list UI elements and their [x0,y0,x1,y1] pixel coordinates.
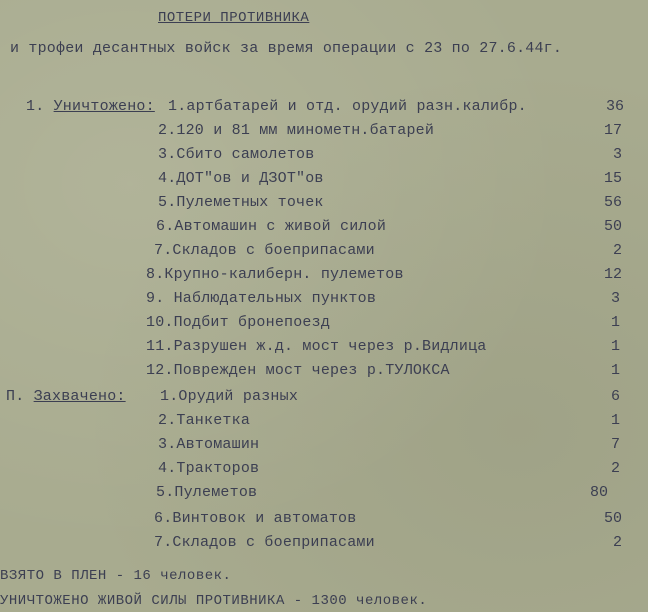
item-text: 1.Орудий разных [160,388,299,405]
item-text: 7.Складов с боеприпасами [154,242,375,259]
item-value: 2 [612,242,622,259]
item-text: 6.Автомашин с живой силой [156,218,387,235]
item-text: 5.Пулеметов [156,484,258,501]
section2-number: П. [6,388,25,405]
item-value: 1 [610,362,620,379]
item-text: 6.Винтовок и автоматов [154,510,357,527]
footer-captured: ВЗЯТО В ПЛЕН - 16 человек. [0,568,232,584]
item-value: 1 [610,338,620,355]
item-text: 1.артбатарей и отд. орудий разн.калибр. [168,98,527,115]
item-value: 50 [603,218,622,235]
item-text: 10.Подбит бронепоезд [146,314,331,331]
section2-header [6,388,126,405]
item-text: 7.Складов с боеприпасами [154,534,375,551]
section1-header [26,98,155,115]
document-title: ПОТЕРИ ПРОТИВНИКА [158,10,310,26]
item-value: 2 [612,534,622,551]
item-value: 3 [612,146,622,163]
item-value: 12 [603,266,622,283]
item-text: 2.Танкетка [158,412,251,429]
item-text: 8.Крупно-калиберн. пулеметов [146,266,404,283]
item-value: 1 [610,412,620,429]
item-text: 4.Тракторов [158,460,260,477]
item-text: 9. Наблюдательных пунктов [146,290,377,307]
item-text: 5.Пулеметных точек [158,194,324,211]
section2-label: Захвачено: [33,388,126,405]
item-text: 3.Автомашин [158,436,260,453]
item-value: 50 [603,510,622,527]
item-text: 12.Поврежден мост через р.ТУЛОКСА [146,362,450,379]
item-text: 3.Сбито самолетов [158,146,315,163]
item-text: 2.120 и 81 мм минометн.батарей [158,122,435,139]
document-subtitle: и трофеи десантных войск за время операции с 23 по 27.6.44г. [10,40,563,57]
item-value: 2 [610,460,620,477]
item-value: 6 [610,388,620,405]
item-text: 4.ДОТ"ов и ДЗОТ"ов [158,170,324,187]
item-value: 15 [603,170,622,187]
item-value: 7 [610,436,620,453]
item-value: 1 [610,314,620,331]
item-value: 56 [603,194,622,211]
section1-number: 1. [26,98,45,115]
item-text: 11.Разрушен ж.д. мост через р.Видлица [146,338,487,355]
section1-label: Уничтожено: [53,98,155,115]
item-value: 36 [605,98,624,115]
footer-destroyed: УНИЧТОЖЕНО ЖИВОЙ СИЛЫ ПРОТИВНИКА - 1300 человек. [0,593,428,609]
item-value: 80 [589,484,608,501]
item-value: 17 [603,122,622,139]
item-value: 3 [610,290,620,307]
